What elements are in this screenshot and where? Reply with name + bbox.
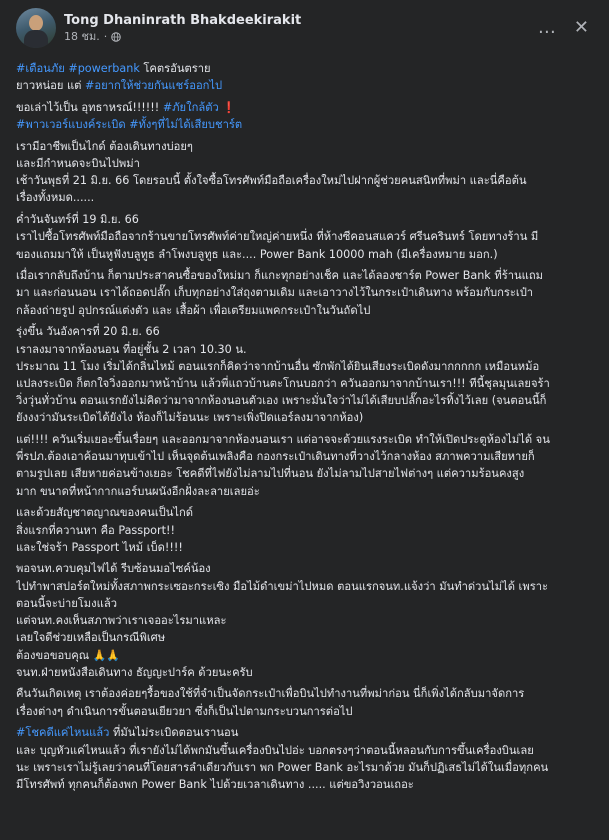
hashtag-link[interactable]: #เตือนภัย — [16, 62, 65, 75]
text-line: เรามีอาชีพเป็นไกด์ ต้องเดินทางบ่อยๆ — [16, 139, 193, 153]
paragraph — [16, 267, 593, 319]
text-span: ต้องขอขอบคุณ — [16, 648, 93, 662]
text-line: แต่จนท.คงเห็นสภาพว่าเราเจออะไรมาแหละ — [16, 614, 227, 628]
hashtag-link[interactable]: #โชคดีแค่ไหนแล้ว — [16, 726, 110, 740]
text-line: คืนวันเกิดเหตุ เราต้องค่อยๆรื้อของใช้ที่จำเป็นจัดกระเป๋าเพื่อบินไปทำงานที่พม่าก่อน นี่ก็เพิ่งได้กลับมาจัดการ — [16, 687, 525, 701]
text-line: มาก ขนาดที่หน้ากากแอร์บนผนังอีกฝั่งละลายเลยอ่ะ — [16, 484, 260, 498]
post-time[interactable]: 18 ชม. — [64, 30, 100, 43]
hashtag-link[interactable]: #ภัยใกล้ตัว — [162, 100, 219, 114]
paragraph — [16, 60, 593, 94]
text-line: รุ่งขึ้น วันอังคารที่ 20 มิ.ย. 66 — [16, 325, 160, 339]
author-info — [64, 12, 538, 44]
paragraph — [16, 685, 593, 719]
text-line: กล้องถ่ายรูป อุปกรณ์แต่งตัว และ เสื้อผ้า เพื่อเตรียมแพคกระเป๋าในวันถัดไป — [16, 303, 371, 317]
text-line: ตามรูปเลย เสียหายค่อนข้างเยอะ โชคดีที่ไฟยังไม่ลามไปที่นอน ยังไม่ลามไปสายไฟต่างๆ แต่ความร้อนคงสูง — [16, 467, 525, 481]
text-line: ประมาณ 11 โมง เริ่มได้กลิ่นไหม้ ตอนแรกก็คิดว่าจากบ้านอื่น ซักพักได้ยินเสียงระเบิดดังมากกกกก เหมือนหม้อ — [16, 359, 540, 373]
text-line: แปลงระเบิด ก็ตกใจวิ่งออกมาหน้าบ้าน แล้วพี่แถวบ้านตะโกนบอกว่า ควันออกมาจากบ้านเรา!!! ทีนี้ชุลมุนเลยจร้า — [16, 376, 550, 390]
text-line: และมีกำหนดจะบินไปพม่า — [16, 157, 140, 171]
globe-icon[interactable] — [111, 32, 121, 42]
text-line: เช้าวันพุธที่ 21 มิ.ย. 66 โดยรอบนี้ ตั้งใจซื้อโทรศัพท์มือถือเครื่องใหม่ไปฝากผู้ช่วยคนสนิทที่พม่า และนี่คือต้น — [16, 174, 527, 188]
text-line: เมื่อเรากลับถึงบ้าน ก็ตามประสาคนซื้อของใหม่มา ก็แกะทุกอย่างเช็ค และได้ลองชาร์ต Power Bank ที่ร้านแถม — [16, 269, 544, 283]
text-line: สิ่งแรกที่ควานหา คือ Passport!! — [16, 523, 175, 537]
text-span: ยาวหน่อย แต่ — [16, 79, 86, 93]
text-line: ตอนนี้จะบ่ายโมงแล้ว — [16, 596, 117, 610]
paragraph — [16, 99, 593, 133]
text-line: มีโทรศัพท์ ทุกคนก็ต้องพก Power Bank ไปด้วยเวลาเดินทาง ..... แต่ขอวิงวอนเถอะ — [16, 777, 414, 791]
paragraph — [16, 323, 593, 426]
text-line: ไปทำพาสปอร์ตใหม่ทั้งสภาพกระเซอะกระเซิง มือไม้ดำเขม่าไปหมด ตอนแรกจนท.แจ้งว่า มันทำด่วนไม่ได้ เพราะ — [16, 579, 549, 593]
text-line — [16, 99, 593, 116]
paragraph — [16, 211, 593, 263]
paragraph — [16, 560, 593, 680]
text-line: เลยใจดีช่วยเหลือเป็นกรณีพิเศษ — [16, 631, 166, 645]
post-meta — [64, 29, 538, 44]
text-line — [16, 60, 593, 77]
text-line — [16, 724, 593, 741]
hashtag-link[interactable]: #powerbank — [68, 62, 140, 75]
avatar[interactable] — [16, 8, 56, 48]
close-icon[interactable]: ✕ — [573, 17, 589, 38]
text-line: แต่!!!! ควันเริ่มเยอะขึ้นเรื่อยๆ และออกมาจากห้องนอนเรา แต่อาจจะด้วยแรงระเบิด ทำให้เปิดประตูห้องไม่ได้ จน — [16, 433, 550, 447]
text-line: ของแถมมาให้ เป็นหูฟังบลูทูธ ลำโพงบลูทูธ และ.... Power Bank 10000 mah (มีเครื่องหมาย มอก.) — [16, 247, 498, 261]
text-line: และด้วยสัญชาตญาณของคนเป็นไกด์ — [16, 506, 194, 520]
text-line: เรื่องทั้งหมด...... — [16, 191, 95, 205]
text-line: มา และก่อนนอน เราได้ถอดปลั๊ก เก็บทุกอย่างใส่ถุงตามเดิม และเอาวางไว้ในกระเป๋าเดินทาง พร้อมกับกระเป๋า — [16, 286, 534, 300]
text-line: ยังงงว่ามันระเบิดได้ยังไง ห้องก็ไม่ร้อนนะ เพราะเพิ่งปิดแอร์ลงมาจากห้อง) — [16, 411, 364, 425]
text-span: ที่มันไม่ระเบิดตอนเรานอน — [109, 726, 239, 740]
hashtag-link[interactable]: #พาวเวอร์แบงค์ระเบิด — [16, 118, 126, 132]
text-line: และ บุญหัวแค่ไหนแล้ว ที่เรายังไม่ได้พกมันขึ้นเครื่องบินไปอ่ะ บอกตรงๆว่าตอนนี้หลอนกับการขึ้นเครื่องบินเลย — [16, 743, 534, 757]
text-line — [16, 77, 593, 94]
text-line: เราไปซื้อโทรศัพท์มือถือจากร้านขายโทรศัพท์ค่ายใหญ่ค่ายหนึ่ง ที่ห้างซีคอนสแควร์ ศรีนครินทร์ โดยทางร้าน มี — [16, 230, 539, 244]
more-options-icon[interactable]: … — [537, 17, 556, 38]
paragraph — [16, 138, 593, 207]
text-line: พอจนท.ควบคุมไฟได้ รีบซ้อนมอไซค์น้อง — [16, 562, 211, 576]
text-line: พี่รปภ.ต้องเอาค้อนมาทุบเข้าไป เห็นจุดต้นเพลิงคือ กองกระเป๋าเดินทางที่วางไว้กลางห้อง สภาพความเสียหายก็ — [16, 450, 535, 464]
post-header — [16, 8, 593, 48]
text-line: และใช่จร้า Passport ไหม้ เบ็ด!!!! — [16, 540, 183, 554]
text-line: วิ่งวุ่นทั่วบ้าน ตอนแรกยังไม่คิดว่ามาจากห้องนอนตัวเอง เพราะมั่นใจว่าไม่ได้เสียบปลั๊กอะไรทิ้งไว้เลย (จนตอนนี้ก็ — [16, 394, 547, 408]
hashtag-link[interactable]: #ทั้งๆที่ไม่ได้เสียบชาร์ต — [129, 118, 243, 132]
meta-separator: · — [103, 30, 108, 43]
hashtag-link[interactable]: #อยากให้ช่วยกันแชร์ออกไป — [85, 79, 223, 93]
text-span: ขอเล่าไว้เป็น อุทธาหรณ์!!!!!! — [16, 100, 163, 114]
author-name[interactable]: Tong Dhaninrath Bhakdeekirakit — [64, 13, 302, 28]
text-line — [16, 116, 593, 133]
text-line: จนท.ฝ่ายหนังสือเดินทาง ธัญญะปาร์ค ด้วยนะครับ — [16, 665, 253, 679]
folded-hands-emoji: 🙏🙏 — [92, 648, 121, 662]
post-body — [16, 60, 593, 793]
paragraph — [16, 431, 593, 500]
text-line: เราลงมาจากห้องนอน ที่อยู่ชั้น 2 เวลา 10.30 น. — [16, 342, 247, 356]
header-actions — [538, 18, 589, 38]
exclamation-emoji: ❗ — [218, 100, 236, 114]
paragraph — [16, 504, 593, 556]
text-span: โคตรอันตราย — [139, 62, 211, 75]
text-line: ค่ำวันจันทร์ที่ 19 มิ.ย. 66 — [16, 213, 139, 227]
text-line: นะ เพราะเราไม่รู้เลยว่าคนที่โดยสารลำเดียวกับเรา พก Power Bank อะไรมาด้วย มันก็ปฏิเสธไม่ได้ในเมื่อทุกคน — [16, 760, 549, 774]
text-line — [16, 647, 593, 664]
paragraph — [16, 724, 593, 793]
text-line: เรื่องต่างๆ ดำเนินการขั้นตอนเยียวยา ซึ่งก็เป็นไปตามกระบวนการต่อไป — [16, 704, 353, 718]
